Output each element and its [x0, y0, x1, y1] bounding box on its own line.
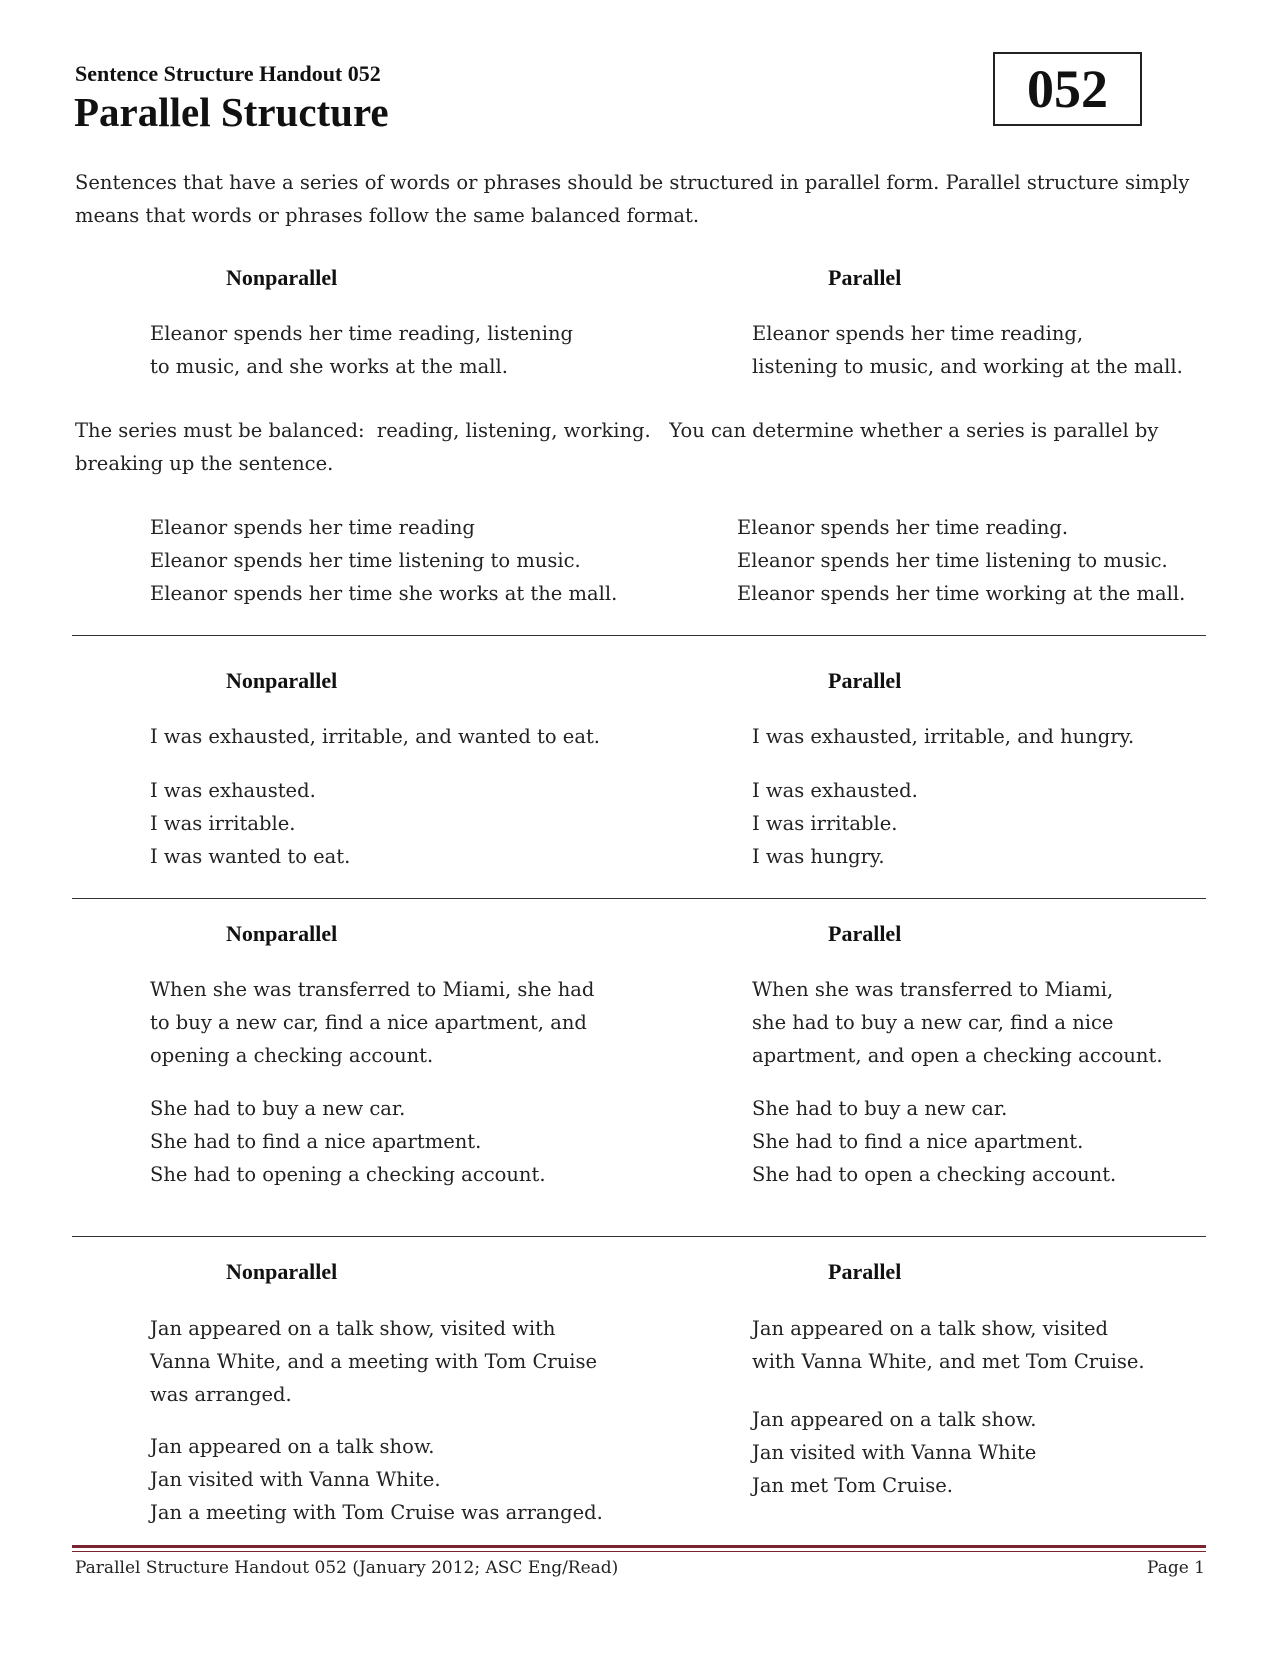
parallel-heading: Parallel: [828, 265, 902, 290]
nonparallel-breakdown: [150, 1430, 603, 1529]
parallel-example: [752, 720, 1134, 753]
breakdown-line: I was irritable.: [150, 812, 296, 835]
intro-paragraph: [75, 166, 1195, 232]
breakdown-line: Eleanor spends her time she works at the mall.: [150, 582, 618, 605]
breakdown-line: Jan appeared on a talk show.: [752, 1408, 1037, 1431]
nonparallel-heading: Nonparallel: [226, 668, 338, 693]
parallel-example: [752, 317, 1183, 383]
breakdown-line: Eleanor spends her time reading: [150, 516, 475, 539]
balance-note-paragraph: [75, 414, 1195, 480]
breakdown-line: Jan visited with Vanna White: [752, 1441, 1037, 1464]
breakdown-line: Eleanor spends her time reading.: [737, 516, 1069, 539]
breakdown-line: I was hungry.: [752, 845, 885, 868]
nonparallel-heading: Nonparallel: [226, 1259, 338, 1284]
intro-line: means that words or phrases follow the same balanced format.: [75, 204, 700, 227]
handout-number-box: [993, 52, 1142, 126]
parallel-breakdown: [752, 1403, 1036, 1502]
footer-rule-thin: [72, 1551, 1206, 1552]
sentence-line: was arranged.: [150, 1383, 292, 1406]
breakdown-line: Jan a meeting with Tom Cruise was arranged.: [150, 1501, 603, 1524]
parallel-breakdown: [752, 774, 918, 873]
page-number: Page 1: [1147, 1558, 1205, 1578]
breakdown-line: Eleanor spends her time listening to music.: [737, 549, 1168, 572]
nonparallel-breakdown: [150, 511, 617, 610]
nonparallel-heading: Nonparallel: [226, 265, 338, 290]
nonparallel-example: [150, 317, 573, 383]
sentence-line: Jan appeared on a talk show, visited with: [150, 1317, 556, 1340]
nonparallel-example: [150, 1312, 597, 1411]
sentence-line: Eleanor spends her time reading, listening: [150, 322, 573, 345]
footer-citation: Parallel Structure Handout 052 (January 2012; ASC Eng/Read): [75, 1558, 619, 1578]
breakdown-line: I was exhausted.: [752, 779, 918, 802]
breakdown-line: I was exhausted.: [150, 779, 316, 802]
parallel-breakdown: [752, 1092, 1116, 1191]
parallel-example: [752, 973, 1163, 1072]
sentence-line: opening a checking account.: [150, 1044, 434, 1067]
nonparallel-breakdown: [150, 1092, 546, 1191]
breakdown-line: She had to find a nice apartment.: [150, 1130, 482, 1153]
sentence-line: When she was transferred to Miami,: [752, 978, 1114, 1001]
breakdown-line: I was irritable.: [752, 812, 898, 835]
nonparallel-heading: Nonparallel: [226, 921, 338, 946]
sentence-line: Vanna White, and a meeting with Tom Cruise: [150, 1350, 598, 1373]
balance-note-line: The series must be balanced: reading, listening, working. You can determine whether a series is parallel by: [75, 419, 1159, 442]
intro-line: Sentences that have a series of words or phrases should be structured in parallel form. Parallel structure simply: [75, 171, 1190, 194]
sentence-line: to buy a new car, find a nice apartment, and: [150, 1011, 587, 1034]
section-divider: [72, 898, 1206, 899]
breakdown-line: She had to find a nice apartment.: [752, 1130, 1084, 1153]
nonparallel-breakdown: [150, 774, 350, 873]
sentence-line: apartment, and open a checking account.: [752, 1044, 1163, 1067]
breakdown-line: She had to buy a new car.: [150, 1097, 406, 1120]
sentence-line: I was exhausted, irritable, and wanted to eat.: [150, 725, 600, 748]
handout-subtitle: Sentence Structure Handout 052: [75, 61, 381, 86]
breakdown-line: I was wanted to eat.: [150, 845, 351, 868]
footer-rule: [72, 1545, 1206, 1548]
sentence-line: to music, and she works at the mall.: [150, 355, 508, 378]
balance-note-line: breaking up the sentence.: [75, 452, 334, 475]
breakdown-line: She had to buy a new car.: [752, 1097, 1008, 1120]
nonparallel-example: [150, 973, 594, 1072]
section-divider: [72, 1236, 1206, 1237]
sentence-line: listening to music, and working at the mall.: [752, 355, 1183, 378]
breakdown-line: She had to opening a checking account.: [150, 1163, 546, 1186]
sentence-line: When she was transferred to Miami, she had: [150, 978, 595, 1001]
breakdown-line: Jan met Tom Cruise.: [752, 1474, 953, 1497]
section-divider: [72, 635, 1206, 636]
sentence-line: she had to buy a new car, find a nice: [752, 1011, 1114, 1034]
nonparallel-example: [150, 720, 600, 753]
breakdown-line: She had to open a checking account.: [752, 1163, 1117, 1186]
sentence-line: I was exhausted, irritable, and hungry.: [752, 725, 1135, 748]
handout-number: 052: [1027, 59, 1108, 119]
parallel-heading: Parallel: [828, 921, 902, 946]
breakdown-line: Eleanor spends her time working at the mall.: [737, 582, 1186, 605]
parallel-example: [752, 1312, 1145, 1378]
sentence-line: Eleanor spends her time reading,: [752, 322, 1084, 345]
sentence-line: with Vanna White, and met Tom Cruise.: [752, 1350, 1145, 1373]
page-title: Parallel Structure: [74, 89, 389, 135]
sentence-line: Jan appeared on a talk show, visited: [752, 1317, 1108, 1340]
parallel-breakdown: [737, 511, 1185, 610]
breakdown-line: Eleanor spends her time listening to music.: [150, 549, 581, 572]
parallel-heading: Parallel: [828, 668, 902, 693]
breakdown-line: Jan visited with Vanna White.: [150, 1468, 441, 1491]
breakdown-line: Jan appeared on a talk show.: [150, 1435, 435, 1458]
parallel-heading: Parallel: [828, 1259, 902, 1284]
